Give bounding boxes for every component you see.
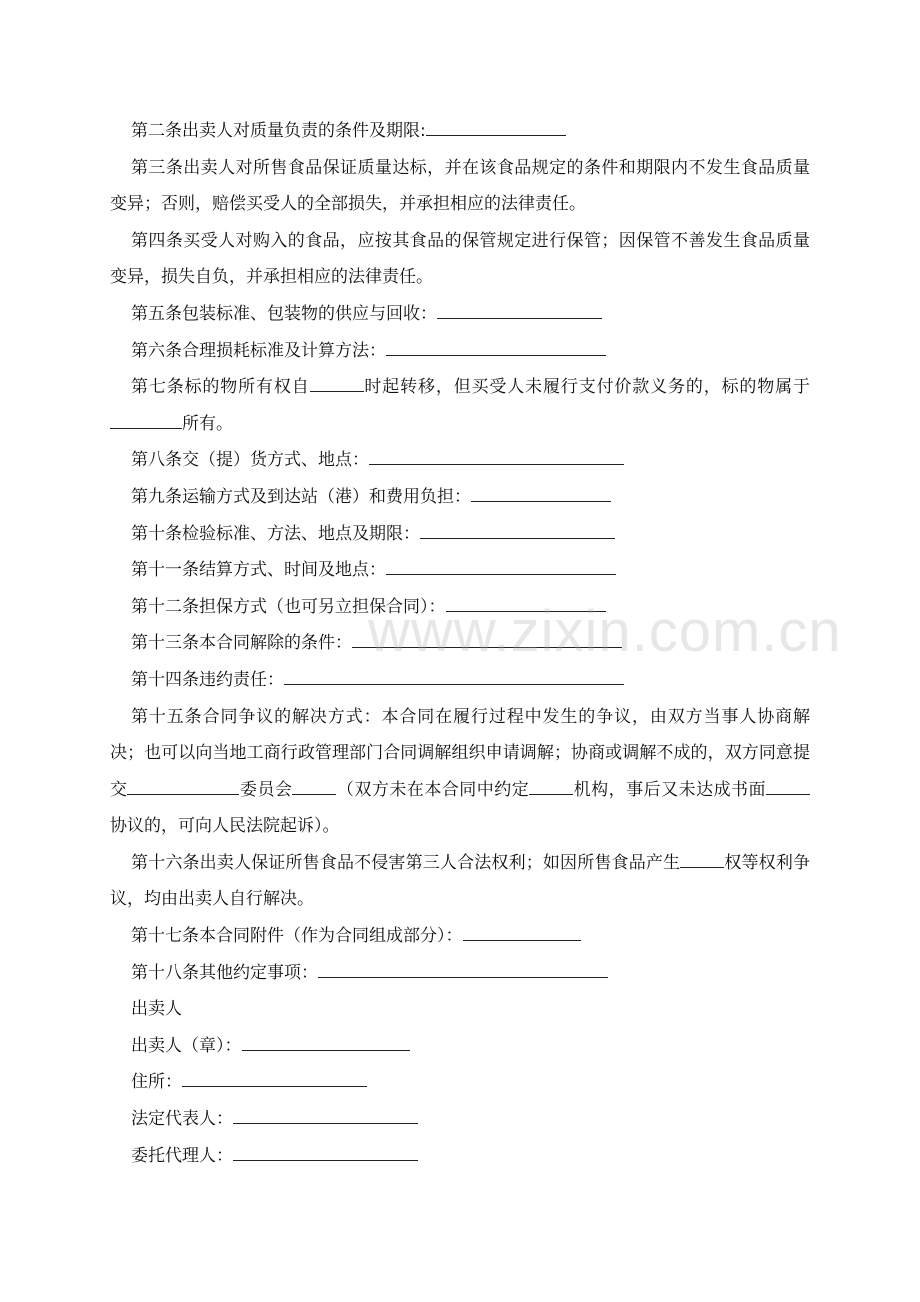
blank-field <box>127 778 239 795</box>
clause-10: 第十条检验标准、方法、地点及期限： <box>110 516 810 553</box>
blank-field <box>386 339 606 356</box>
contract-page <box>110 113 810 1174</box>
blank-field <box>310 375 364 392</box>
seller-heading: 出卖人 <box>131 999 182 1020</box>
clause-13: 第十三条本合同解除的条件： <box>110 625 810 662</box>
seller-address-line: 住所： <box>110 1064 810 1101</box>
blank-field <box>680 851 724 868</box>
blank-field <box>352 631 622 648</box>
clause-9: 第九条运输方式及到达站（港）和费用负担： <box>110 479 810 516</box>
blank-field <box>110 412 182 429</box>
seller-seal-line: 出卖人（章）： <box>110 1028 810 1065</box>
blank-field <box>386 558 616 575</box>
clause-16: 第十六条出卖人保证所售食品不侵害第三人合法权利；如因所售食品产生 权等权利争议，均由出卖人自行解决。 <box>110 852 810 910</box>
blank-field <box>242 1034 410 1051</box>
clause-5: 第五条包装标准、包装物的供应与回收： <box>110 296 810 333</box>
blank-field <box>426 119 566 136</box>
clause-14: 第十四条违约责任： <box>110 662 810 699</box>
blank-field <box>233 1144 418 1161</box>
clause-7: 第七条标的物所有权自 时起转移，但买受人未履行支付价款义务的，标的物属于所有。 <box>110 369 810 442</box>
blank-field <box>420 522 615 539</box>
blank-field <box>369 448 624 465</box>
clause-3: 第三条出卖人对所售食品保证质量达标，并在该食品规定的条件和期限内不发生食品质量变异；否则，赔偿买受人的全部损失，并承担相应的法律责任。 <box>110 157 810 215</box>
blank-field <box>292 778 336 795</box>
seller-agent-line: 委托代理人： <box>110 1138 810 1175</box>
clause-8: 第八条交（提）货方式、地点： <box>110 442 810 479</box>
blank-field <box>318 961 608 978</box>
clause-2: 第二条出卖人对质量负责的条件及期限: <box>110 113 810 150</box>
blank-field <box>529 778 573 795</box>
blank-field <box>463 924 581 941</box>
clause-11: 第十一条结算方式、时间及地点： <box>110 552 810 589</box>
clause-6: 第六条合理损耗标准及计算方法： <box>110 333 810 370</box>
blank-field <box>437 302 602 319</box>
blank-field <box>446 595 606 612</box>
blank-field <box>471 485 611 502</box>
blank-field <box>284 668 624 685</box>
watermark: www.zixin.com.cn <box>368 599 842 664</box>
clause-15: 第十五条合同争议的解决方式：本合同在履行过程中发生的争议，由双方当事人协商解决；也可以向当地工商行政管理部门合同调解组织申请调解；协商或调解不成的，双方同意提交 委员会 （双方未在本合同中约定 机构，事后又未达成书面协议的，可向人民法院起诉）。 <box>110 706 810 837</box>
clause-4: 第四条买受人对购入的食品，应按其食品的保管规定进行保管；因保管不善发生食品质量变异，损失自负，并承担相应的法律责任。 <box>110 230 810 288</box>
blank-field <box>766 778 810 795</box>
blank-field <box>233 1107 418 1124</box>
clause-12: 第十二条担保方式（也可另立担保合同）： <box>110 589 810 626</box>
clause-17: 第十七条本合同附件（作为合同组成部分）： <box>110 918 810 955</box>
seller-legal-rep-line: 法定代表人： <box>110 1101 810 1138</box>
blank-field <box>182 1070 367 1087</box>
clause-18: 第十八条其他约定事项： <box>110 955 810 992</box>
